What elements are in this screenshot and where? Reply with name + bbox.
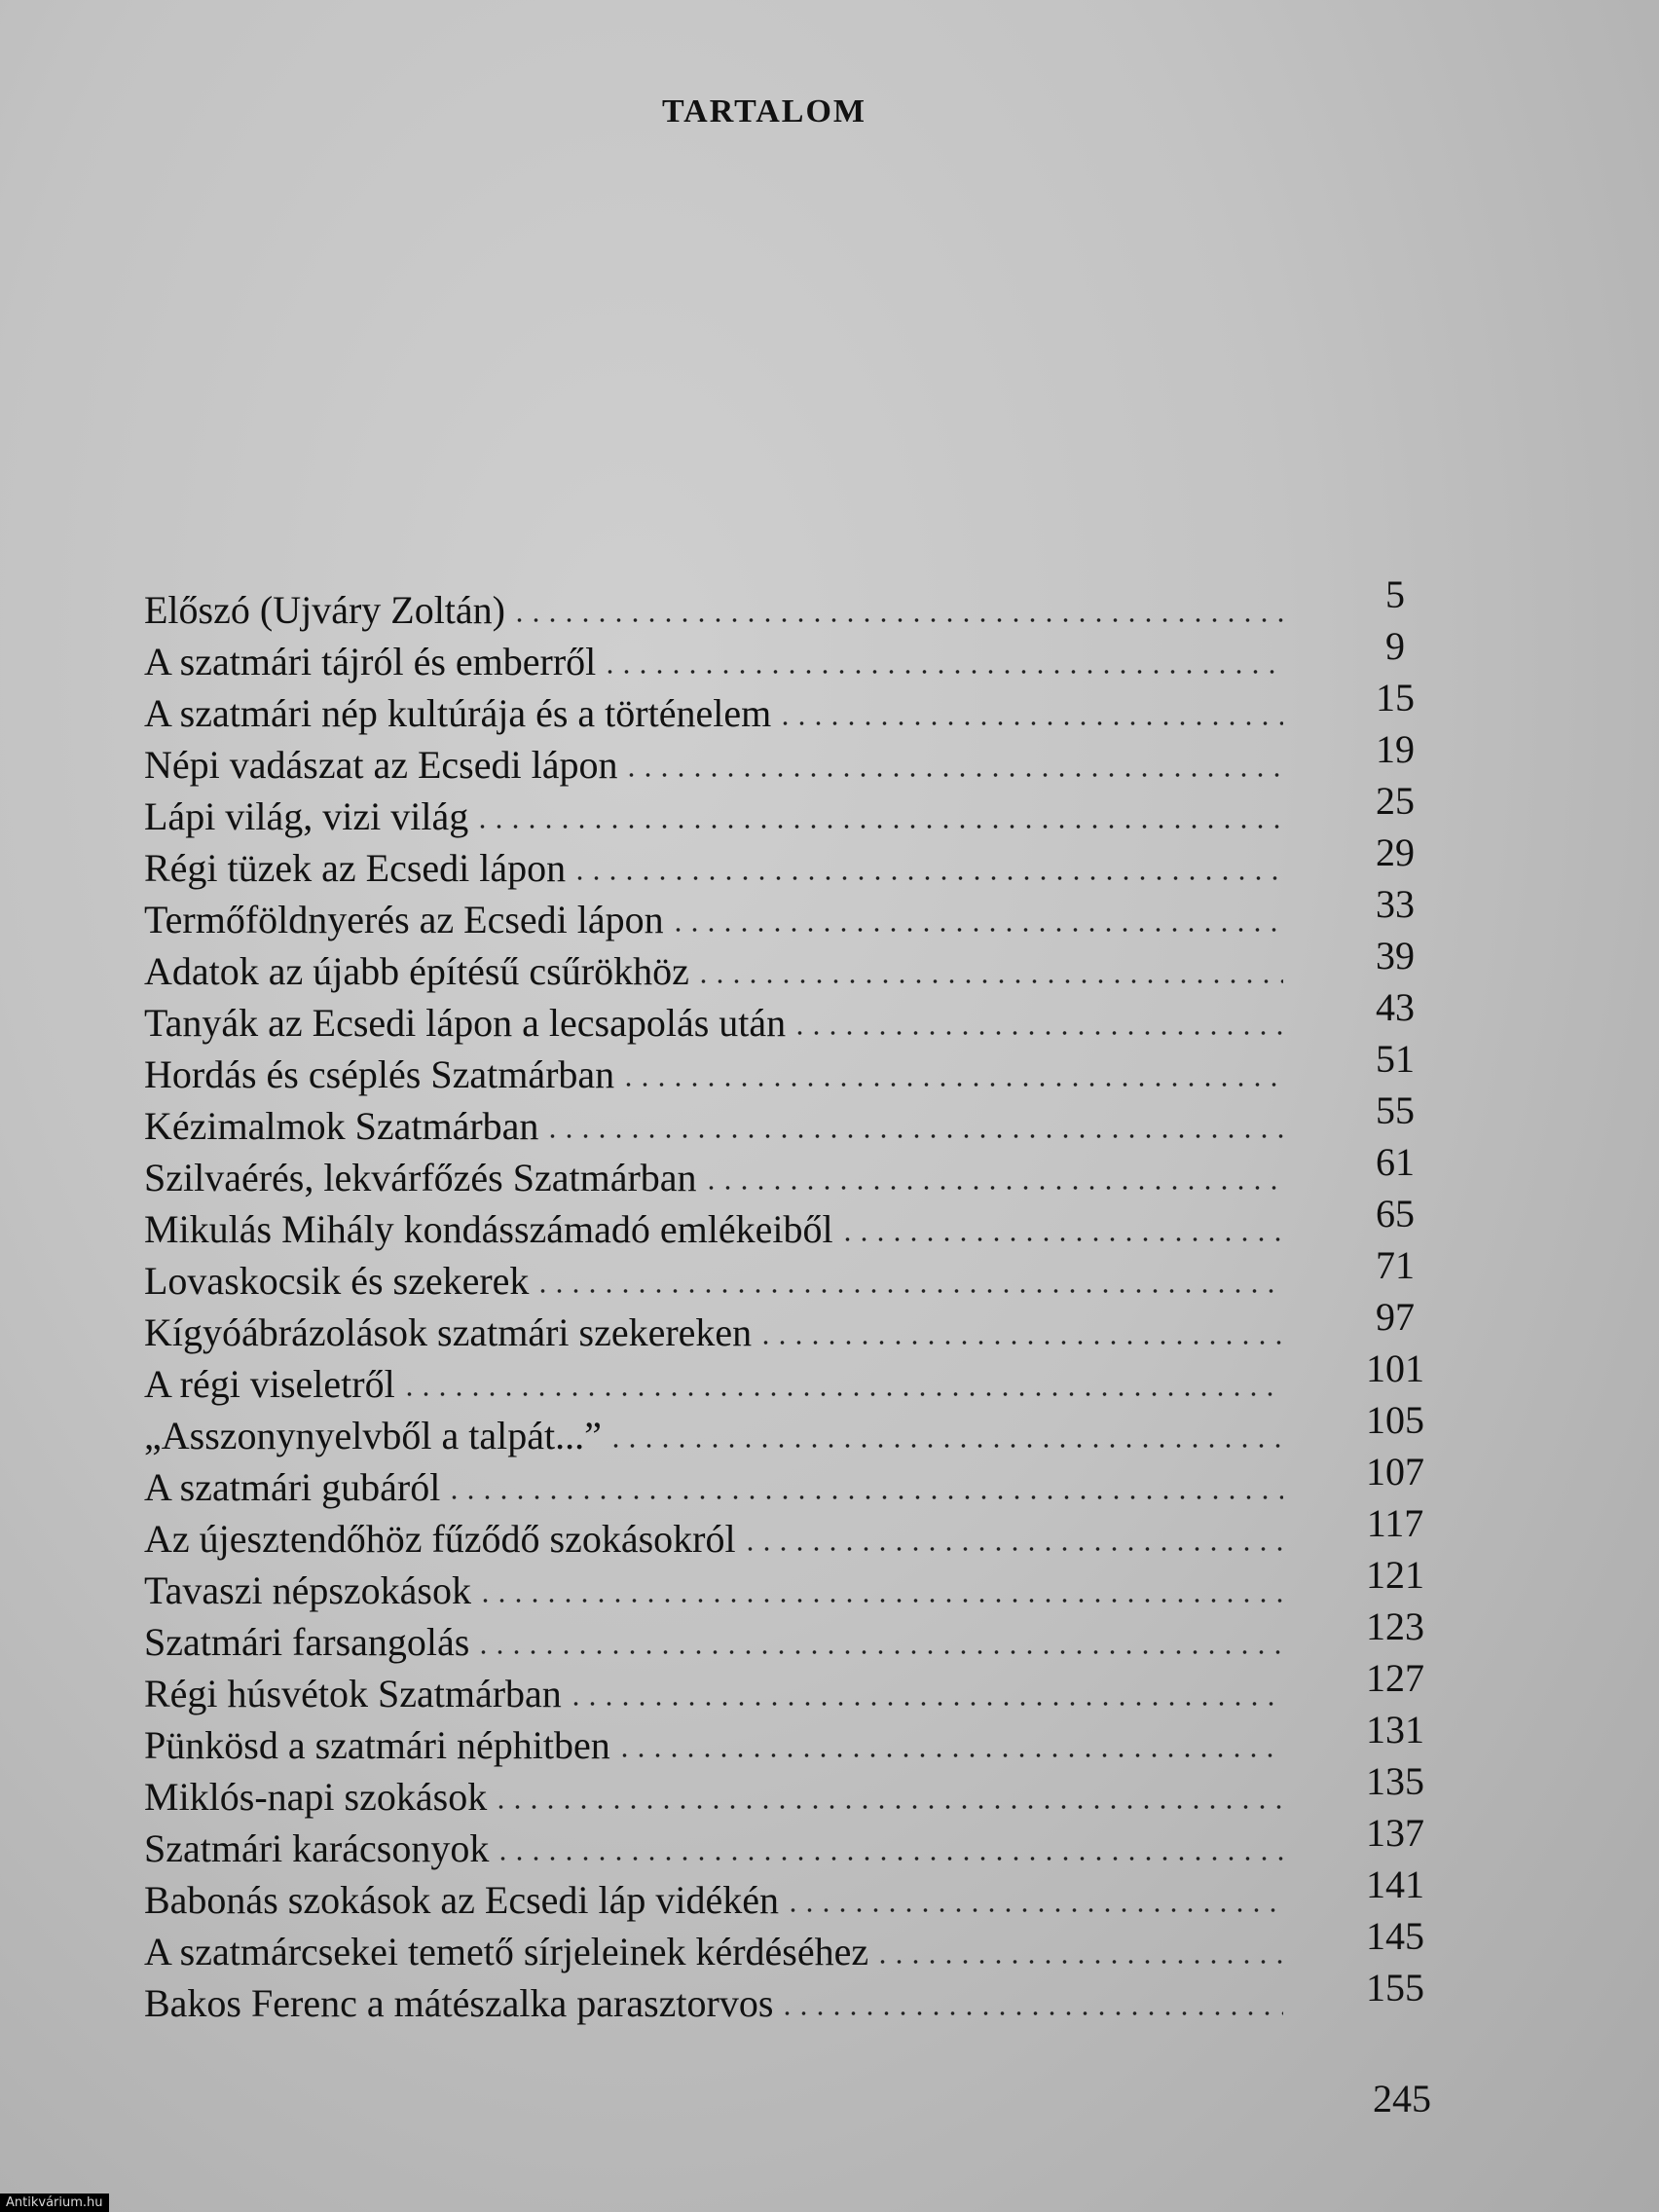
toc-entry <box>144 1656 1439 1719</box>
toc-entry-title: Adatok az újabb építésű csűrökhöz <box>144 949 689 993</box>
toc-entry-title: Lovaskocsik és szekerek <box>144 1259 530 1303</box>
toc-entry <box>144 882 1439 945</box>
toc-entry-title: Mikulás Mihály kondásszámadó emlékeiből <box>144 1207 833 1251</box>
toc-entry <box>144 1450 1439 1513</box>
toc-entry <box>144 1088 1439 1152</box>
dot-leader <box>623 772 1283 778</box>
dot-leader <box>670 927 1283 933</box>
dot-leader <box>495 1856 1283 1862</box>
toc-entry-page: 9 <box>1385 624 1405 668</box>
toc-entry <box>144 779 1439 842</box>
toc-entry <box>144 572 1439 636</box>
toc-entry-title: Régi tüzek az Ecsedi lápon <box>144 846 567 890</box>
dot-leader <box>446 1494 1283 1500</box>
toc-entry-title: A szatmárcsekei temető sírjeleinek kérdéséhez <box>144 1930 869 1973</box>
toc-entry-page: 135 <box>1366 1759 1424 1803</box>
toc-entry <box>144 1037 1439 1100</box>
toc-entry-title: Népi vadászat az Ecsedi lápon <box>144 743 618 787</box>
dot-leader <box>695 978 1283 984</box>
toc-entry <box>144 1295 1439 1358</box>
toc-entry-title: Hordás és cséplés Szatmárban <box>144 1052 615 1096</box>
dot-leader <box>839 1236 1283 1242</box>
toc-entry-page: 5 <box>1385 572 1405 616</box>
dot-leader <box>602 669 1283 675</box>
toc-entry-title: Az újesztendőhöz fűződő szokásokról <box>144 1517 736 1561</box>
toc-entry-page: 131 <box>1366 1708 1424 1751</box>
toc-entry-title: Szatmári karácsonyok <box>144 1826 490 1870</box>
toc-entry-page: 145 <box>1366 1914 1424 1958</box>
toc-entry <box>144 676 1439 739</box>
toc-entry <box>144 1140 1439 1203</box>
toc-entry-page: 97 <box>1376 1295 1415 1339</box>
toc-entry-page: 117 <box>1366 1501 1424 1545</box>
toc-entry <box>144 1604 1439 1668</box>
toc-entry-page: 51 <box>1376 1037 1415 1081</box>
toc-entry-title: Tavaszi népszokások <box>144 1568 471 1612</box>
dot-leader <box>703 1185 1283 1191</box>
toc-entry-page: 101 <box>1366 1346 1424 1390</box>
toc-entry <box>144 1398 1439 1461</box>
toc-entry-page: 127 <box>1366 1656 1424 1700</box>
watermark: Antikvárium.hu <box>0 2194 109 2212</box>
toc-entry <box>144 1501 1439 1565</box>
dot-leader <box>742 1546 1283 1552</box>
toc-entry <box>144 624 1439 687</box>
toc-entry-title: Tanyák az Ecsedi lápon a lecsapolás után <box>144 1001 787 1045</box>
toc-entry-title: A régi viseletről <box>144 1362 395 1406</box>
toc-entry-page: 155 <box>1366 1966 1424 2009</box>
dot-leader <box>568 1701 1283 1707</box>
toc-entry-page: 65 <box>1376 1192 1415 1235</box>
dot-leader <box>474 824 1283 830</box>
toc-entry-page: 25 <box>1376 779 1415 823</box>
toc-entry-page: 29 <box>1376 830 1415 874</box>
toc-entry <box>144 1243 1439 1307</box>
page-number: 245 <box>1373 2077 1431 2120</box>
toc-entry-title: Szilvaérés, lekvárfőzés Szatmárban <box>144 1156 697 1199</box>
toc-entry-page: 39 <box>1376 934 1415 977</box>
toc-entry <box>144 1966 1439 2029</box>
toc-entry-title: Pünkösd a szatmári néphitben <box>144 1723 610 1767</box>
dot-leader <box>493 1804 1283 1810</box>
dot-leader <box>608 1443 1283 1449</box>
dot-leader <box>616 1752 1283 1758</box>
toc-entry-page: 55 <box>1376 1088 1415 1132</box>
toc-entry <box>144 1914 1439 1977</box>
dot-leader <box>475 1649 1283 1655</box>
dot-leader <box>571 875 1283 881</box>
dot-leader <box>874 1959 1283 1965</box>
toc-entry-title: Miklós-napi szokások <box>144 1775 488 1819</box>
toc-entry-page: 107 <box>1366 1450 1424 1493</box>
dot-leader <box>757 1340 1283 1346</box>
toc-entry-title: Babonás szokások az Ecsedi láp vidékén <box>144 1878 780 1922</box>
toc-entry-page: 33 <box>1376 882 1415 926</box>
toc-entry-page: 19 <box>1376 727 1415 771</box>
toc-entry-page: 105 <box>1366 1398 1424 1442</box>
toc-entry-page: 121 <box>1366 1553 1424 1597</box>
toc-entry-title: Kézimalmok Szatmárban <box>144 1104 539 1148</box>
toc-entry-title: Szatmári farsangolás <box>144 1620 470 1664</box>
toc-entry <box>144 830 1439 894</box>
toc-entry-page: 61 <box>1376 1140 1415 1184</box>
toc-entry-title: Bakos Ferenc a mátészalka parasztorvos <box>144 1981 774 2025</box>
toc-entry <box>144 1553 1439 1616</box>
toc-entry <box>144 727 1439 791</box>
table-of-contents <box>144 572 1439 2029</box>
dot-leader <box>544 1133 1283 1139</box>
page-heading: TARTALOM <box>662 93 866 129</box>
toc-entry <box>144 1192 1439 1255</box>
toc-entry-title: A szatmári nép kultúrája és a történelem <box>144 691 772 735</box>
toc-entry <box>144 1759 1439 1823</box>
toc-entry-page: 141 <box>1366 1862 1424 1906</box>
toc-entry-page: 137 <box>1366 1811 1424 1855</box>
toc-entry-title: A szatmári gubáról <box>144 1465 441 1509</box>
toc-entry-page: 43 <box>1376 985 1415 1029</box>
dot-leader <box>777 720 1283 726</box>
toc-entry <box>144 1346 1439 1410</box>
toc-entry-title: Kígyóábrázolások szatmári szekereken <box>144 1310 753 1354</box>
dot-leader <box>792 1030 1283 1036</box>
toc-entry-title: A szatmári tájról és emberről <box>144 640 597 683</box>
dot-leader <box>401 1391 1283 1397</box>
toc-entry <box>144 1708 1439 1771</box>
toc-entry-title: Előszó (Ujváry Zoltán) <box>144 588 505 632</box>
toc-entry-title: Régi húsvétok Szatmárban <box>144 1672 562 1715</box>
toc-entry <box>144 985 1439 1049</box>
dot-leader <box>477 1598 1283 1604</box>
dot-leader <box>511 617 1283 623</box>
dot-leader <box>779 2010 1283 2016</box>
toc-entry-page: 123 <box>1366 1604 1424 1648</box>
toc-entry-page: 15 <box>1376 676 1415 719</box>
toc-entry <box>144 1862 1439 1926</box>
toc-entry-title: Lápi világ, vizi világ <box>144 794 469 838</box>
dot-leader <box>535 1288 1283 1294</box>
dot-leader <box>785 1907 1283 1913</box>
toc-entry-page: 71 <box>1376 1243 1415 1287</box>
toc-entry <box>144 934 1439 997</box>
toc-entry-title: Termőföldnyerés az Ecsedi lápon <box>144 898 664 941</box>
toc-entry-title: „Asszonynyelvből a talpát...” <box>144 1414 602 1457</box>
toc-entry <box>144 1811 1439 1874</box>
dot-leader <box>620 1082 1283 1088</box>
